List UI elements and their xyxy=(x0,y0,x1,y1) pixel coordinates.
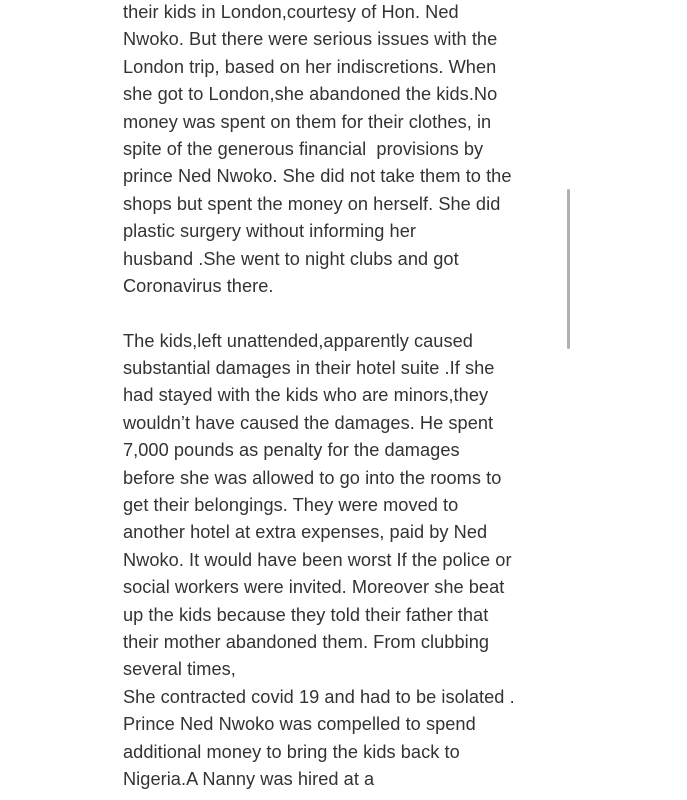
document-body xyxy=(123,0,563,793)
paragraph-2 xyxy=(123,328,563,794)
text-line: substantial damages in their hotel suite .If she xyxy=(123,358,495,379)
text-line: another hotel at extra expenses, paid by Ned xyxy=(123,522,488,543)
text-line: additional money to bring the kids back to xyxy=(123,741,460,762)
text-line: The kids,left unattended,apparently caused xyxy=(123,330,473,351)
text-line: spite of the generous financial provisions by xyxy=(123,138,484,159)
text-line: husband .She went to night clubs and got xyxy=(123,248,459,269)
text-line: Nwoko. It would have been worst If the police or xyxy=(123,549,512,570)
text-line: social workers were invited. Moreover she beat xyxy=(123,577,505,598)
text-line: shops but spent the money on herself. She did xyxy=(123,193,501,214)
text-line: get their belongings. They were moved to xyxy=(123,495,459,516)
text-line: several times, xyxy=(123,659,236,680)
text-line: their mother abandoned them. From clubbing xyxy=(123,631,490,652)
text-line: had stayed with the kids who are minors,they xyxy=(123,385,489,406)
text-line: Nwoko. But there were serious issues with the xyxy=(123,29,498,50)
paragraph-gap xyxy=(123,300,563,327)
text-line: 7,000 pounds as penalty for the damages xyxy=(123,440,460,461)
text-line: London trip, based on her indiscretions. When xyxy=(123,56,497,77)
text-line: Prince Ned Nwoko was compelled to spend xyxy=(123,714,476,735)
text-line: money was spent on them for their clothes, in xyxy=(123,111,492,132)
text-line: up the kids because they told their father that xyxy=(123,604,489,625)
text-line: wouldn’t have caused the damages. He spent xyxy=(123,412,494,433)
text-line: their kids in London,courtesy of Hon. Ned xyxy=(123,2,459,22)
text-line: before she was allowed to go into the rooms to xyxy=(123,467,502,488)
text-line: plastic surgery without informing her xyxy=(123,221,416,242)
text-line: prince Ned Nwoko. She did not take them to the xyxy=(123,166,512,187)
text-line: she got to London,she abandoned the kids.No xyxy=(123,84,498,105)
text-line: Nigeria.A Nanny was hired at a xyxy=(123,768,375,789)
text-line: Coronavirus there. xyxy=(123,275,274,296)
vertical-scrollbar[interactable] xyxy=(567,189,570,349)
paragraph-1 xyxy=(123,0,563,300)
text-line: She contracted covid 19 and had to be isolated . xyxy=(123,686,515,707)
